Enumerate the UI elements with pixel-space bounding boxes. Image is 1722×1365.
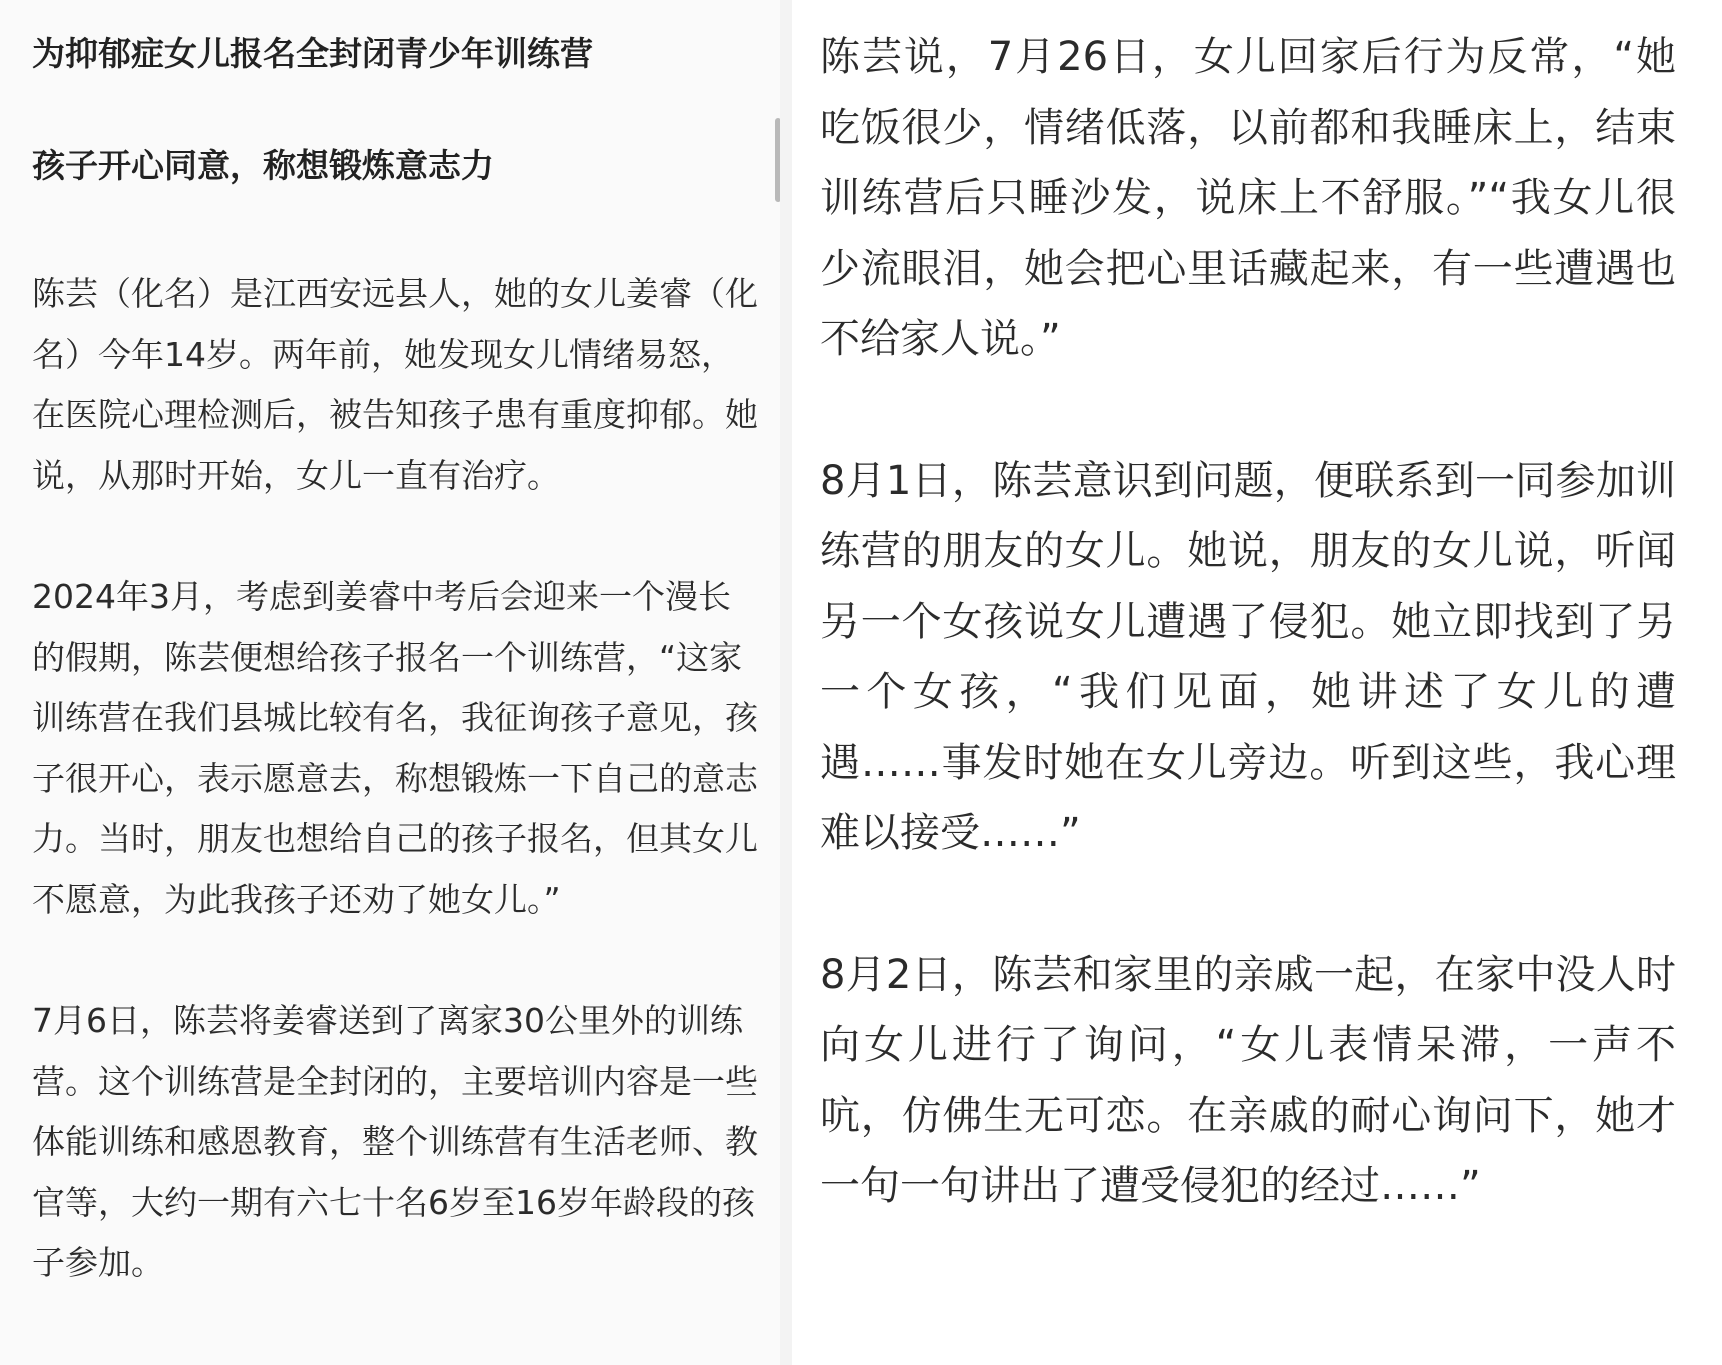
article-paragraph: 陈芸（化名）是江西安远县人，她的女儿姜睿（化名）今年14岁。两年前，她发现女儿情绪易怒，在医院心理检测后，被告知孩子患有重度抑郁。她说，从那时开始，女儿一直有治疗。: [32, 274, 758, 495]
article-paragraph: 8月2日，陈芸和家里的亲戚一起，在家中没人时向女儿进行了询问，“女儿表情呆滞，一声不吭，仿佛生无可恋。在亲戚的耐心询问下，她才一句一句讲出了遭受侵犯的经过……”: [820, 951, 1676, 1209]
article-paragraph: 8月1日，陈芸意识到问题，便联系到一同参加训练营的朋友的女儿。她说，朋友的女儿说，听闻另一个女孩说女儿遭遇了侵犯。她立即找到了另一个女孩，“我们见面，她讲述了女儿的遭遇……事发时她在女儿旁边。听到这些，我心理难以接受……”: [820, 457, 1676, 856]
left-article-body: [32, 28, 762, 1294]
article-headline: 为抑郁症女儿报名全封闭青少年训练营: [32, 34, 593, 73]
article-paragraph: 7月6日，陈芸将姜睿送到了离家30公里外的训练营。这个训练营是全封闭的，主要培训内容是一些体能训练和感恩教育，整个训练营有生活老师、教官等，大约一期有六七十名6岁至16岁年龄段的孩子参加。: [32, 1001, 758, 1282]
panel-divider: [780, 0, 792, 1365]
right-article-body: [820, 22, 1676, 1222]
article-paragraph: 陈芸说，7月26日，女儿回家后行为反常，“她吃饭很少，情绪低落，以前都和我睡床上，结束训练营后只睡沙发，说床上不舒服。”“我女儿很少流眼泪，她会把心里话藏起来，有一些遭遇也不给家人说。”: [820, 34, 1676, 362]
left-article-screenshot: [0, 0, 780, 1365]
right-article-screenshot: [792, 0, 1722, 1365]
article-paragraph: 2024年3月，考虑到姜睿中考后会迎来一个漫长的假期，陈芸便想给孩子报名一个训练营，“这家训练营在我们县城比较有名，我征询孩子意见，孩子很开心，表示愿意去，称想锻炼一下自己的意志力。当时，朋友也想给自己的孩子报名，但其女儿不愿意，为此我孩子还劝了她女儿。”: [32, 577, 758, 919]
article-subheadline: 孩子开心同意，称想锻炼意志力: [32, 146, 494, 185]
